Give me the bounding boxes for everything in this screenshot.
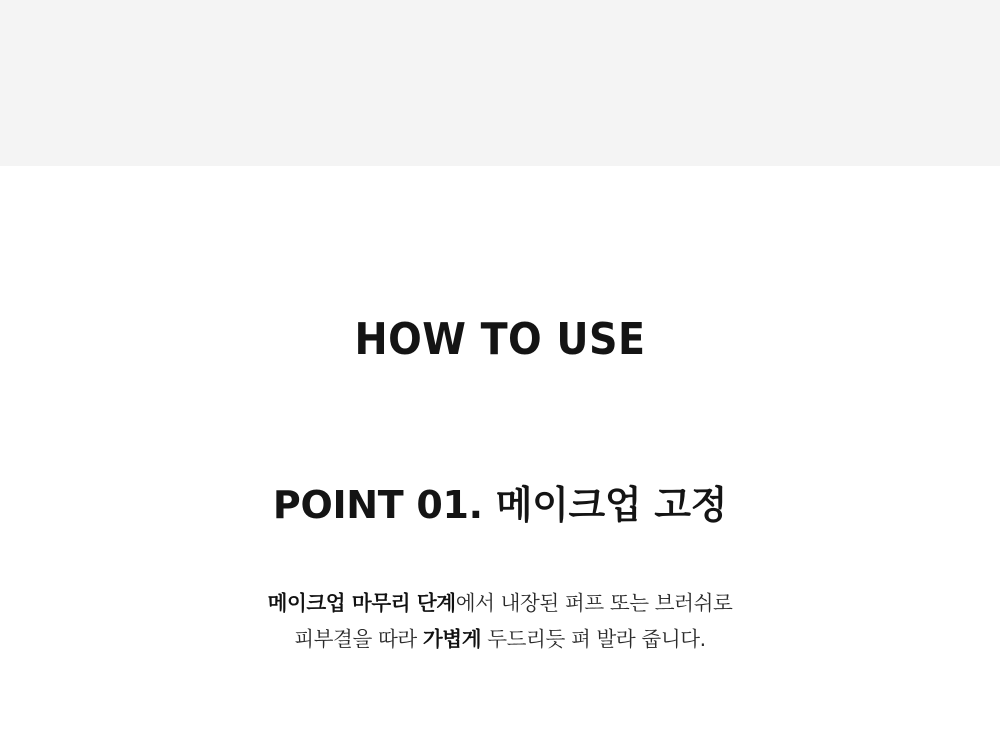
description-line-2-emphasis: 가볍게 [422,626,482,651]
description-line-2-start: 피부결을 따라 [294,626,423,651]
description-line-1 [0,586,1000,622]
top-gray-band [0,0,1000,166]
section-heading: HOW TO USE [354,314,646,365]
description-line-1-rest: 에서 내장된 퍼프 또는 브러쉬로 [455,591,733,615]
description-line-2-end: 두드리듯 펴 발라 줍니다. [481,626,706,651]
point-heading: POINT 01. 메이크업 고정 [272,483,728,527]
description-line-2 [0,622,1000,658]
description-line-1-emphasis: 메이크업 마무리 단계 [267,591,456,615]
description-block [0,586,1000,658]
how-to-use-section [0,166,1000,745]
